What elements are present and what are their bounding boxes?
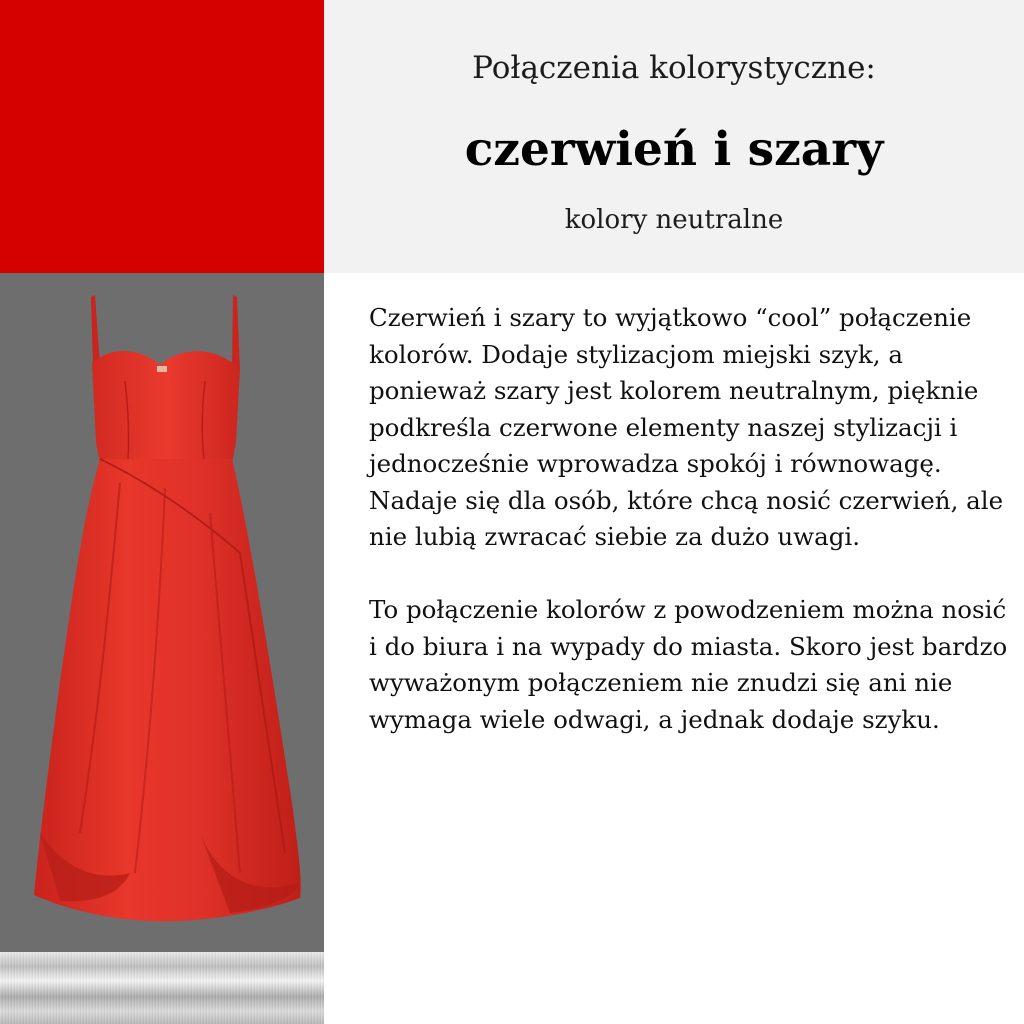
silver-color-swatch bbox=[0, 952, 324, 1024]
red-color-swatch bbox=[0, 0, 324, 273]
eyebrow-heading: Połączenia kolorystyczne: bbox=[472, 50, 876, 86]
page-title: czerwień i szary bbox=[464, 122, 884, 177]
paragraph-2: To połączenie kolorów z powodzeniem można nosić i do biura i na wypady do miasta. Skoro jest bardzo wyważonym połączeniem nie znudzi się ani nie wymaga wiele odwagi, a jednak dodaje szyku. bbox=[369, 595, 1008, 734]
paragraph-1: Czerwień i szary to wyjątkowo “cool” połączenie kolorów. Dodaje stylizacjom miejski szyk, a ponieważ szary jest kolorem neutralnym, pięknie podkreśla czerwone elementy naszej stylizacji i jednocześnie wprowadza spokój i równowagę. Nadaje się dla osób, które chcą nosić czerwień, ale nie lubią zwracać siebie za dużo uwagi. bbox=[369, 303, 1004, 551]
red-dress-icon bbox=[0, 273, 324, 952]
article-body bbox=[369, 300, 1009, 738]
subtitle: kolory neutralne bbox=[564, 205, 784, 235]
gray-color-swatch bbox=[0, 273, 324, 952]
header-panel bbox=[324, 0, 1024, 273]
